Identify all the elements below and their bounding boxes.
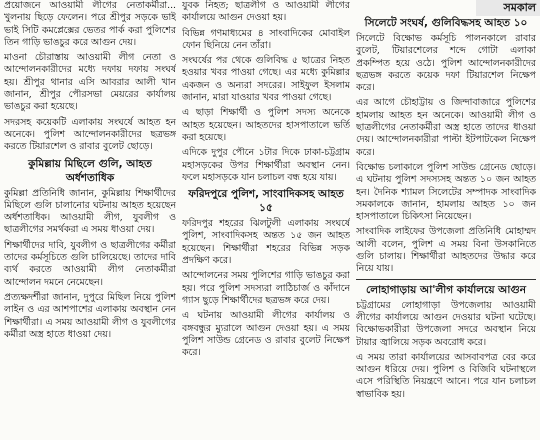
section-headline: লোহাগাড়ায় আ'লীগ কার্যালয়ে আগুন [365,283,527,296]
paragraph: এদিকে দুপুর পৌনে ১টার দিকে ঢাকা-চট্টগ্রাম মহাসড়কের উপর শিক্ষার্থীরা অবস্থান নেন। ফলে মহাসড়কে যান চলাচল বন্ধ হয়ে যায়। [182,147,350,183]
paragraph: প্রত্যক্ষদর্শীরা জানান, দুপুরে মিছিল নিয়ে পুলিশ লাইন ও এর আশপাশের এলাকায় অবস্থান নেন শিক্ষার্থীরা। এ সময় আওয়ামী লীগ ও যুবলীগের কর্মীরা অস্ত্র হাতে ধাওয়া দেয়। [4,291,176,340]
paragraph: প্রয়োজনে আওয়ামী লীগের নেতাকর্মীরা... খুলনায় ছিড়ে ফেলেন। পরে শ্রীপুর সড়কে ভাই ভাই সিটি কমপ্লেক্সের ভেতর পার্ক করা পুলিশের তিন গাড়ি ভাঙচুর করে আগুন দেয়। [4,0,176,48]
paragraph: এ ঘটনায় আওয়ামী লীগের কার্যালয় ও বঙ্গবন্ধুর ম্যুরালে আগুন দেওয়া হয়। এ সময় পুলিশ সাউন্ড গ্রেনেড ও রাবার বুলেট নিক্ষেপ করে। [182,310,350,359]
paragraph: আন্দোলনের সময় পুলিশের গাড়ি ভাঙচুর করা হয়। পরে পুলিশ সদস্যরা লাঠিচার্জ ও কাঁদানে গ্যাস ছুড়ে শিক্ষার্থীদের ছত্রভঙ্গ করে দেয়। [182,270,350,306]
divider [356,279,536,280]
paragraph: এ ছাড়া শিক্ষার্থী ও পুলিশ সদস্য অনেকে আহত হয়েছেন। আহতদের হাসপাতালে ভর্তি করা হয়েছে। [182,107,350,143]
paragraph: ফরিদপুর শহরের ঝিলটুলী এলাকায় সংঘর্ষে পুলিশ, সাংবাদিকসহ অন্তত ১৫ জন আহত হয়েছেন। শিক্ষার্থীরা শহরের বিভিন্ন সড়ক প্রদক্ষিণ করে। [182,218,350,267]
paragraph: কুমিল্লা প্রতিনিধি জানান, কুমিল্লায় শিক্ষার্থীদের মিছিলে গুলি চালানোর ঘটনায় আহত হয়েছেন অর্ধশতাধিক। আওয়ামী লীগ, যুবলীগ ও ছাত্রলীগের সমর্থকরা এ সময় ধাওয়া দেয়। [4,187,176,236]
section-headline: সিলেটে সংঘর্ষ, গুলিবিদ্ধসহ আহত ১০ [364,17,528,29]
section-headline: কুমিল্লায় মিছিলে গুলি, আহত অর্ধশতাধিক [28,157,152,184]
paragraph: সাংবাদিক লাইফের উপজেলা প্রতিনিধি মোহাম্মদ আলী বলেন, পুলিশ এ সময় বিনা উসকানিতে গুলি চালায়। শিক্ষার্থীরা আহতদের উদ্ধার করে নিয়ে যায়। [356,226,536,275]
column-1 [4,0,176,440]
paragraph: মাওনা চৌরাস্তায় আওয়ামী লীগ নেতা ও আন্দোলনকারীদের মধ্যে দফায় দফায় সংঘর্ষ হয়। শ্রীপুর থানার এসি আবরার আলী খান জানান, শ্রীপুর পৌরসভা মেয়রের কার্যালয় ভাঙচুর করা হয়েছে। [4,52,176,113]
page-label: সমকাল [476,0,540,16]
paragraph: চট্টগ্রামের লোহাগাড়া উপজেলায় আওয়ামী লীগের কার্যালয়ে আগুন দেওয়ার ঘটনা ঘটেছে। বিক্ষোভকারীরা উপজেলা সদরে অবস্থান নিয়ে টায়ার জ্বালিয়ে সড়ক অবরোধ করে। [356,299,536,348]
paragraph: সংঘর্ষের পর থেকে গুলিবিদ্ধ ৫ ছাত্রের নিহত হওয়ার খবর পাওয়া গেছে। এর মধ্যে কুমিল্লার একজন ও অন্যরা সদরের। সাইফুল ইসলাম জানান, মারা যাওয়ার খবর পাওয়া গেছে। [182,55,350,104]
section-headline: ফরিদপুরে পুলিশ, সাংবাদিকসহ আহত ১৫ [188,188,344,215]
column-3 [356,0,536,440]
paragraph: সদরসহ কয়েকটি এলাকায় সংঘর্ষে আহত হন অনেকে। পুলিশ আন্দোলনকারীদের ছত্রভঙ্গ করতে টিয়ারশেল ও রাবার বুলেট ছোড়ে। [4,116,176,153]
column-2 [182,0,350,440]
paragraph: সিলেটে বিক্ষোভ কর্মসূচি পালনকালে রাবার বুলেট, টিয়ারশেলের শব্দে গোটা এলাকা প্রকম্পিত হয়ে ওঠে। পুলিশ আন্দোলনকারীদের ছত্রভঙ্গ করতে কয়েক দফা টিয়ারশেল নিক্ষেপ করে। [356,33,536,94]
paragraph: বিভিন্ন গণমাধ্যমের ৪ সাংবাদিকের মোবাইল ফোন ছিনিয়ে নেন তাঁরা। [182,27,350,51]
paragraph: এর আগে চৌহাট্টায় ও জিন্দাবাজারে পুলিশের হামলায় আহত হন অনেকে। আওয়ামী লীগ ও ছাত্রলীগের নেতাকর্মীরা অস্ত্র হাতে তাদের ধাওয়া দেয়। আন্দোলনকারীরা পাল্টা ইটপাটকেল নিক্ষেপ করে। [356,97,536,158]
paragraph: এ সময় তারা কার্যালয়ের আসবাবপত্র বের করে আগুন ধরিয়ে দেয়। পুলিশ ও বিজিবি ঘটনাস্থলে এসে পরিস্থিতি নিয়ন্ত্রণে আনে। পরে যান চলাচল স্বাভাবিক হয়। [356,351,536,400]
paragraph: বিক্ষোভ চলাকালে পুলিশ সাউন্ড গ্রেনেড ছোড়ে। এ ঘটনায় পুলিশ সদস্যসহ অন্তত ১০ জন আহত হন। দৈনিক শ্যামল সিলেটের সম্পাদক সাংবাদিক সমকালকে জানান, হামলায় আহত ১০ জন হাসপাতালে চিকিৎসা নিয়েছেন। [356,161,536,223]
paragraph: শিক্ষার্থীদের দাবি, যুবলীগ ও ছাত্রলীগের কর্মীরা তাদের কর্মসূচিতে গুলি চালিয়েছে। তাদের দাবি ব্যর্থ করতে আওয়ামী লীগ নেতাকর্মীরা আন্দোলন দমনে নেমেছেন। [4,239,176,288]
paragraph: যুবক নিহত; ছাত্রলীগ ও আওয়ামী লীগের কার্যালয়ে আগুন দেওয়া হয়। [182,0,350,24]
